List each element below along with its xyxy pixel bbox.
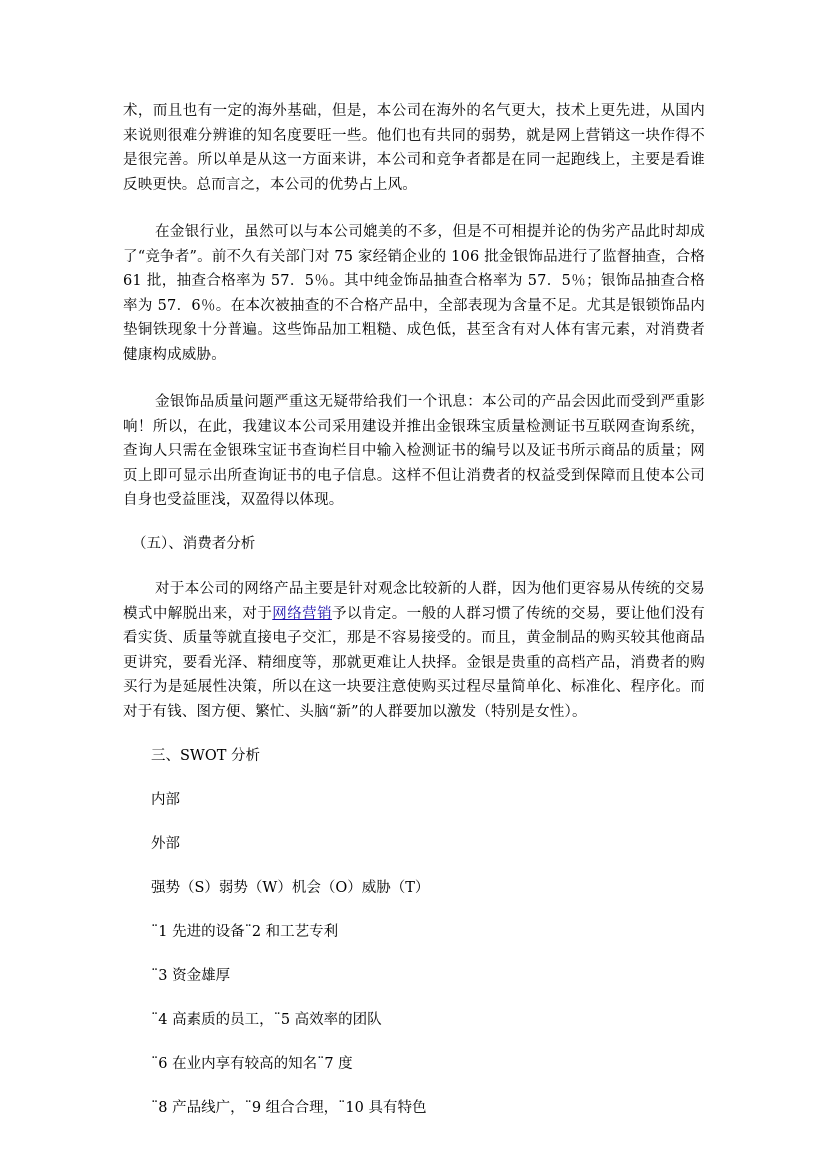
network-marketing-link[interactable]: 网络营销 bbox=[272, 605, 333, 622]
document-page bbox=[123, 99, 705, 1140]
paragraph-text-after-link: 予以肯定。一般的人群习惯了传统的交易，要让他们没有看实货、质量等就直接电子交汇，那是不容易接受的。而且，黄金制品的购买较其他商品更讲究，要看光泽、精细度等，那就更难让人抉择。金银是贵重的高档产品，消费者的购买行为是延展性决策，所以在这一块要注意使购买过程尽量简单化、标准化、程序化。而对于有钱、图方便、繁忙、头脑“新”的人群要加以激发（特别是女性）。 bbox=[123, 605, 706, 720]
paragraph-text-before-link: 对于本公司的网络产品主要是针对观念比较新的人群，因为他们更容易从传统的交易模式中解脱出来，对于 bbox=[123, 581, 705, 622]
swot-line-equipment: ¨1 先进的设备¨2 和工艺专利 bbox=[151, 924, 339, 940]
paragraph-consumer-analysis bbox=[123, 577, 705, 724]
heading-consumer-analysis: （五）、消费者分析 bbox=[132, 535, 256, 552]
swot-line-external: 外部 bbox=[151, 836, 180, 852]
paragraph-quality-query-system: 金银饰品质量问题严重这无疑带给我们一个讯息：本公司的产品会因此而受到严重影响！所以，在此，我建议本公司采用建设并推出金银珠宝质量检测证书互联网查询系统，查询人只需在金银珠宝证书查询栏目中输入检测证书的编号以及证书所示商品的质量；网页上即可显示出所查询证书的电子信息。这样不但让消费者的权益受到保障而且使本公司自身也受益匪浅，双盈得以体现。 bbox=[123, 394, 705, 508]
swot-line-product-line: ¨8 产品线广，¨9 组合合理，¨10 具有特色 bbox=[151, 1100, 427, 1116]
swot-line-internal: 内部 bbox=[151, 792, 180, 808]
paragraph-counterfeit-products: 在金银行业，虽然可以与本公司媲美的不多，但是不可相提并论的伪劣产品此时却成了“竞争者”。前不久有关部门对 75 家经销企业的 106 批金银饰品进行了监督抽查，合格 61 批，抽查合格率为 57．5％。其中纯金饰品抽查合格率为 57．5％；银饰品抽查合格率为 57．6％。在本次被抽查的不合格产品中，全部表现为含量不足。尤其是银锁饰品内垫铜铁现象十分普遍。这些饰品加工粗糙、成色低，甚至含有对人体有害元素，对消费者健康构成威胁。 bbox=[123, 224, 705, 363]
swot-line-staff: ¨4 高素质的员工，¨5 高效率的团队 bbox=[151, 1012, 382, 1028]
swot-line-reputation: ¨6 在业内享有较高的知名¨7 度 bbox=[151, 1056, 353, 1072]
paragraph-competitor-comparison: 术，而且也有一定的海外基础，但是，本公司在海外的名气更大，技术上更先进，从国内来说则很难分辨谁的知名度要旺一些。他们也有共同的弱势，就是网上营销这一块作得不是很完善。所以单是从这一方面来讲，本公司和竞争者都是在同一起跑线上，主要是看谁反映更快。总而言之，本公司的优势占上风。 bbox=[123, 103, 705, 193]
swot-line-capital: ¨3 资金雄厚 bbox=[151, 968, 231, 984]
heading-swot-analysis: 三、SWOT 分析 bbox=[151, 748, 261, 764]
swot-line-categories: 强势（S）弱势（W）机会（O）威胁（T） bbox=[151, 880, 430, 896]
